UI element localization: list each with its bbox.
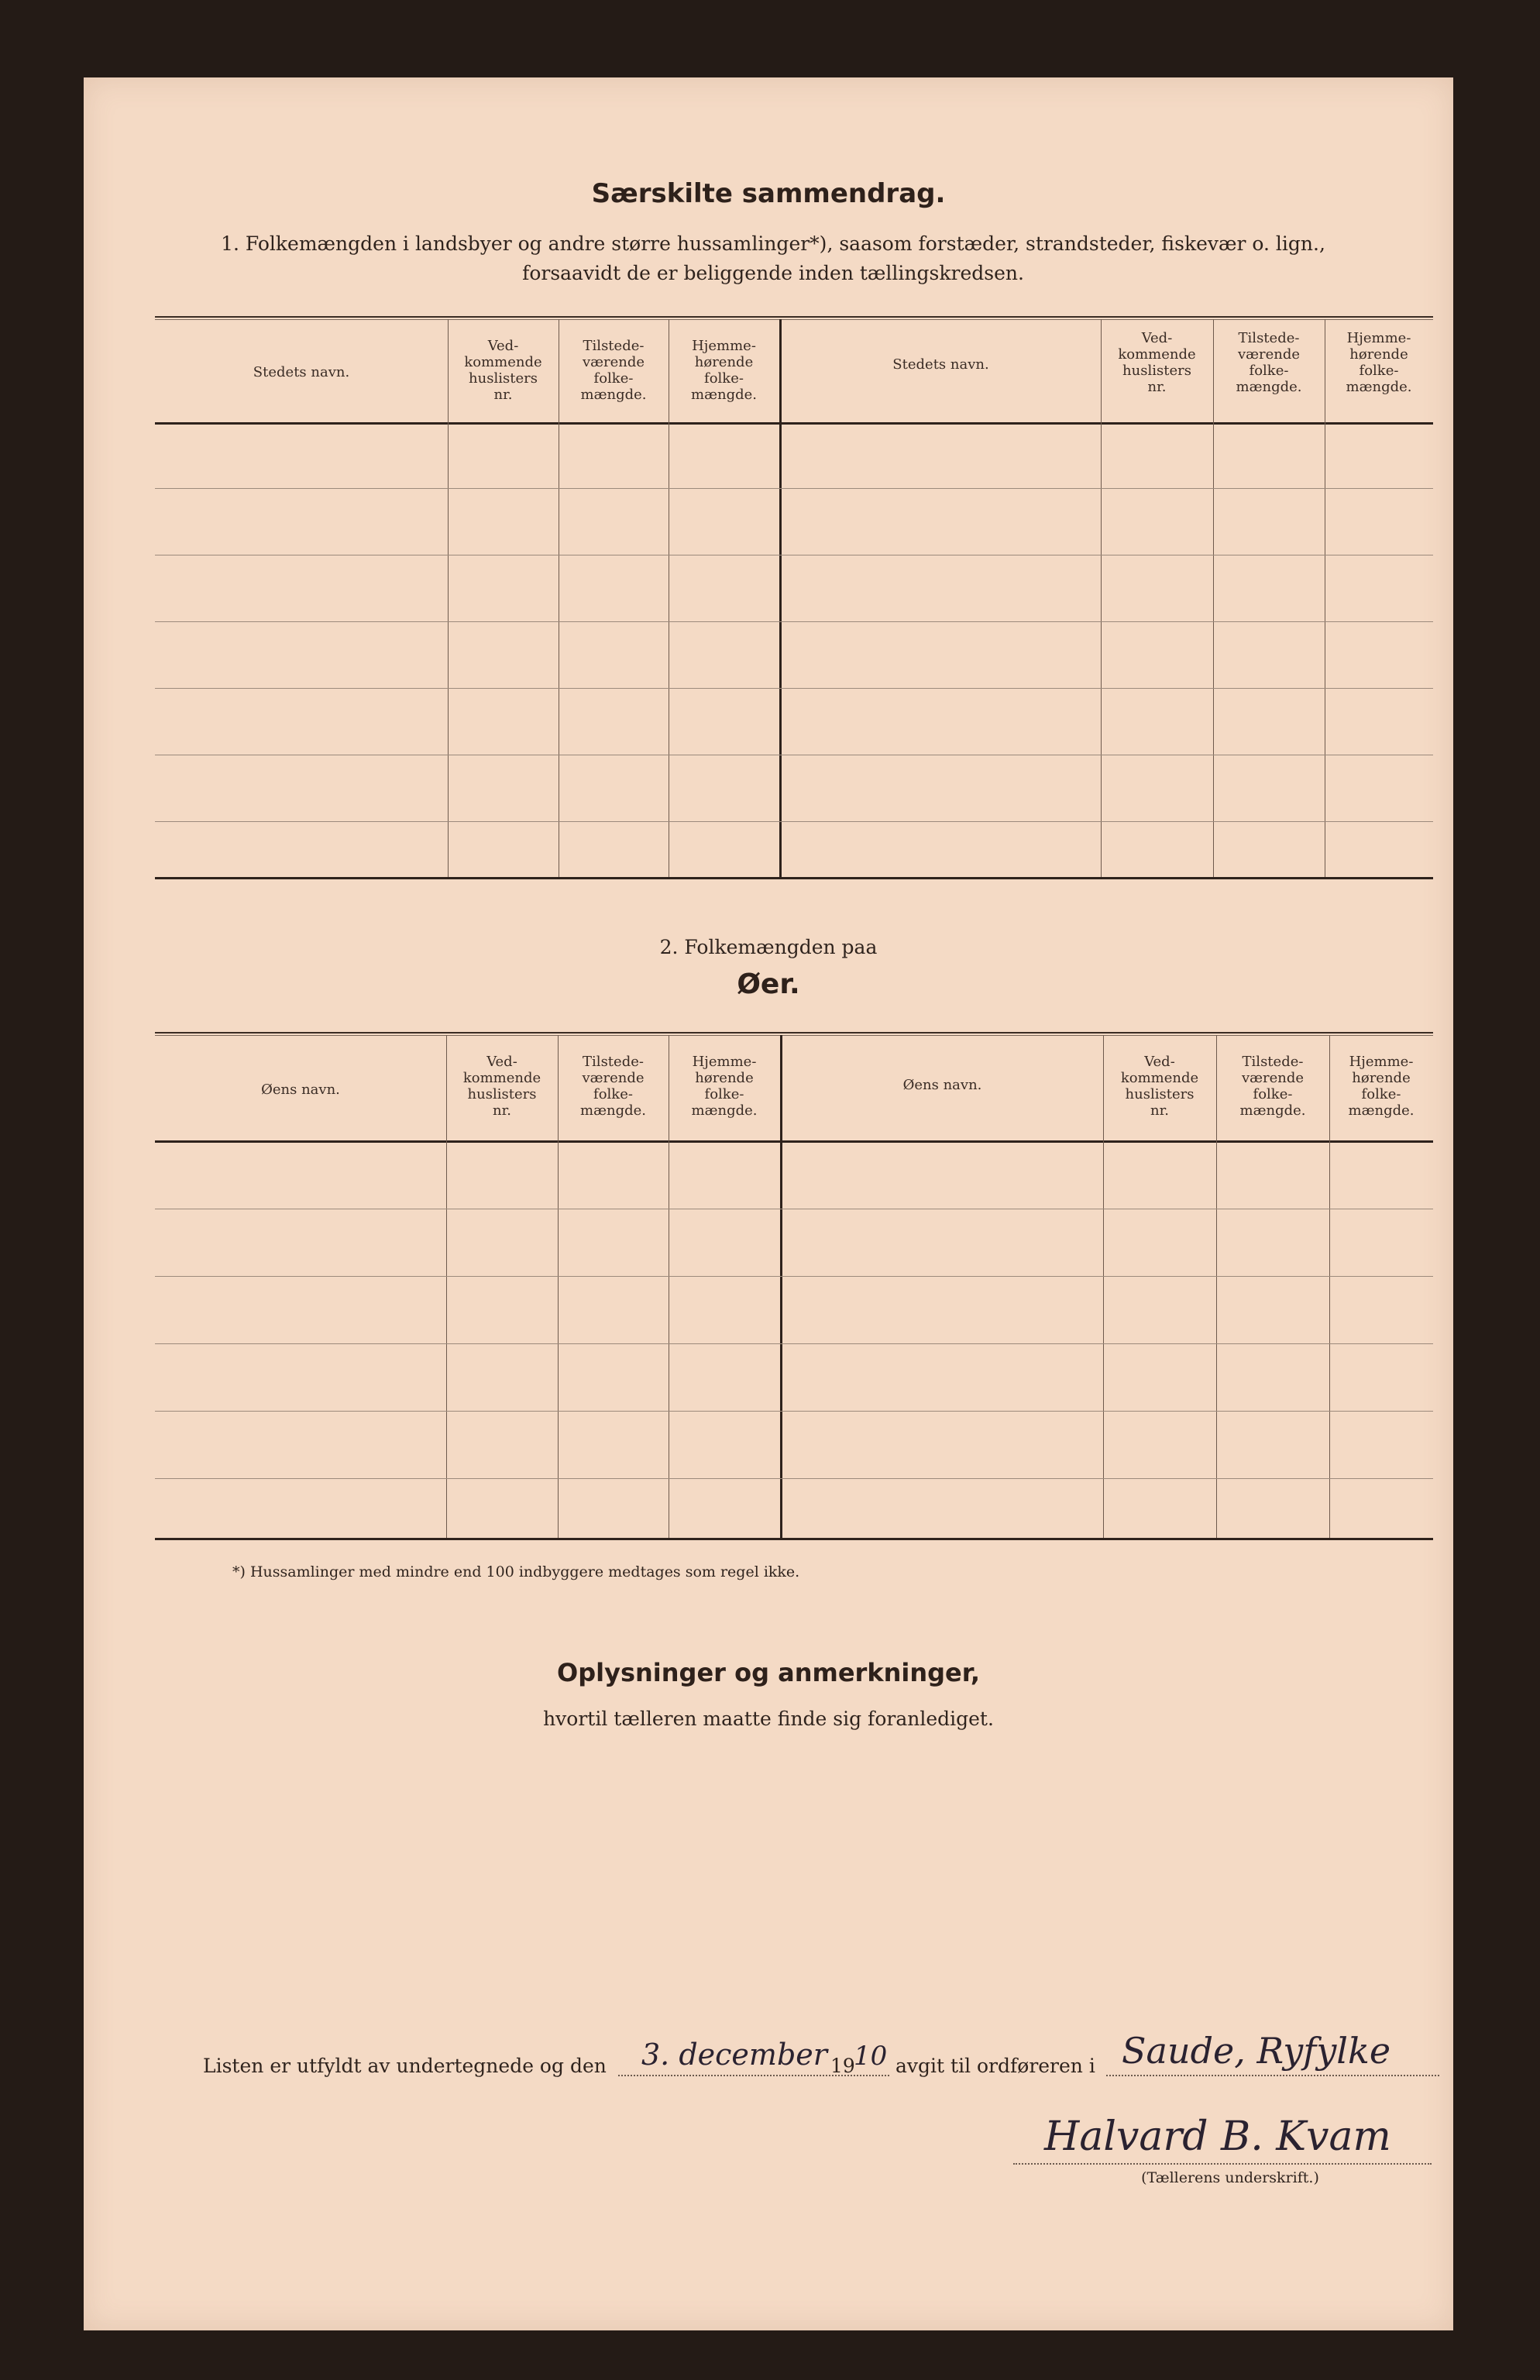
header-vedkommende-left: Ved- kommende huslisters nr. [464,338,542,403]
header2-vedkommende-left: Ved- kommende huslisters nr. [462,1054,541,1119]
header-tilstedevaerende-right: Tilstede- værende folke- mængde. [1236,330,1302,395]
header-stedets-navn-left: Stedets navn. [253,364,350,380]
header-tilstedevaerende-left: Tilstede- værende folke- mængde. [580,338,647,403]
header2-vedkommende-right: Ved- kommende huslisters nr. [1120,1054,1199,1119]
handwritten-place: Saude, Ryfylke [1122,2030,1391,2072]
header2-tilstedevaerende-right: Tilstede- værende folke- mængde. [1239,1054,1306,1119]
section2-heading: 2. Folkemængden paa [659,936,878,958]
signature-middle: avgit til ordføreren i [895,2055,1095,2077]
handwritten-date: 3. december [641,2038,827,2072]
header-oens-navn-left: Øens navn. [261,1082,340,1098]
footnote: *) Hussamlinger med mindre end 100 indbyggere medtages som regel ikke. [232,1563,800,1580]
header-oens-navn-right: Øens navn. [902,1077,982,1093]
form-title: Særskilte sammendrag. [591,178,946,209]
year-prefix: 19 [830,2055,855,2077]
remarks-title: Oplysninger og anmerkninger, [557,1658,980,1687]
section1-line1: 1. Folkemængden i landsbyer og andre større hussamlinger*), saasom forstæder, strandsteder, fiskevær o. lign., [221,232,1325,255]
header-stedets-navn-right: Stedets navn. [892,356,989,373]
handwritten-year: 10 [854,2041,888,2072]
signature-caption: (Tællerens underskrift.) [1141,2169,1319,2186]
census-form-page [84,77,1453,2330]
header2-hjemmehorende-left: Hjemme- hørende folke- mængde. [691,1054,758,1119]
section1-line2: forsaavidt de er beliggende inden tællingskredsen. [522,262,1024,284]
header2-tilstedevaerende-left: Tilstede- værende folke- mængde. [580,1054,646,1119]
header-hjemmehorende-right: Hjemme- hørende folke- mængde. [1346,330,1412,395]
section2-subheading: Øer. [737,968,800,1000]
signature-prefix: Listen er utfyldt av undertegnede og den [203,2055,607,2077]
header-hjemmehorende-left: Hjemme- hørende folke- mængde. [691,338,757,403]
remarks-subtitle: hvortil tælleren maatte finde sig foranlediget. [543,1708,994,1730]
header2-hjemmehorende-right: Hjemme- hørende folke- mængde. [1348,1054,1415,1119]
header-vedkommende-right: Ved- kommende huslisters nr. [1118,330,1196,395]
handwritten-signature: Halvard B. Kvam [1044,2113,1391,2160]
